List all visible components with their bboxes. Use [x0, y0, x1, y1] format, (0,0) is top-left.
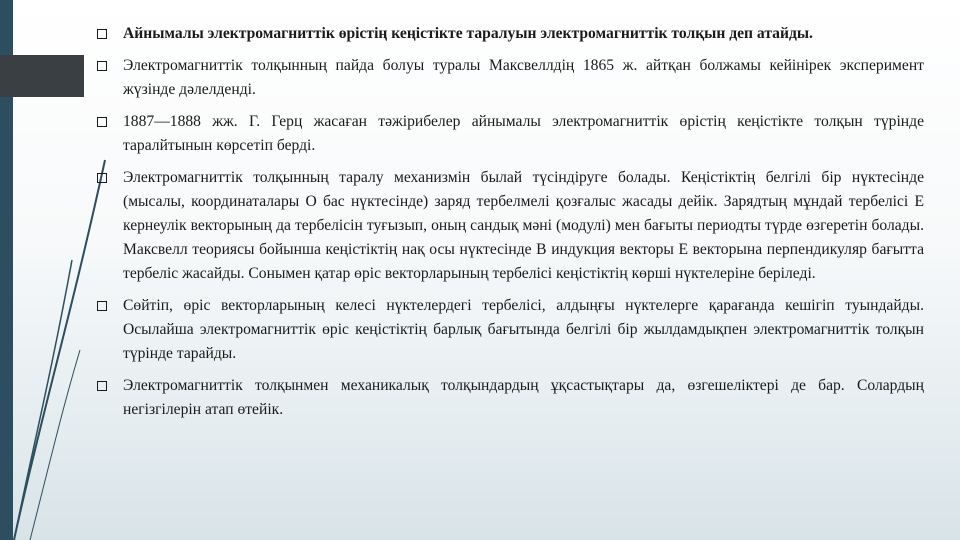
bullet-text: Сөйтіп, өріс векторларының келесі нүктелердегі тербелісі, алдыңғы нүктелерге қарағанда кешігіп туындайды. Осылайша электромагниттік өріс кеңістіктің барлық бағытында белгілі бір жылдамдықпен электромагниттік толқын түрінде тарайды. — [123, 297, 924, 362]
bullet-text: Электромагниттік толқынның таралу механизмін былай түсіндіруге болады. Кеңістіктің белгілі бір нүктесінде (мысалы, координаталары О бас нүктесінде) заряд тербелмелі қозғалыс жасады дейік. Зарядтың мұндай тербелісі Е кернеулік векторының да тербелісін туғызып, оның сандық мәні (модулі) мен бағыты периодты түрде өзгеретін болады. Максвелл теориясы бойынша кеңістіктің нақ осы нүктесінде В индукция векторы Е векторына перпендикуляр бағытта тербеліс жасайды. Сонымен қатар өріс векторларының тербелісі кеңістіктің көрші нүктелеріне беріледі. — [123, 169, 924, 282]
bullet-text: Айнымалы электромагниттік өрістің кеңістікте таралуын электромагниттік толқын деп атайды. — [123, 25, 813, 42]
hollow-square-bullet-icon — [97, 61, 107, 71]
hollow-square-bullet-icon — [97, 381, 107, 391]
hollow-square-bullet-icon — [97, 29, 107, 39]
bullet-item-3 — [97, 110, 924, 158]
hollow-square-bullet-icon — [97, 301, 107, 311]
bullet-text: Электромагниттік толқынның пайда болуы туралы Максвеллдің 1865 ж. айтқан болжамы кейінірек эксперимент жүзінде дәлелденді. — [123, 57, 924, 98]
slide-content — [97, 22, 924, 430]
bullet-text: 1887—1888 жж. Г. Герц жасаған тәжірибелер айнымалы электромагниттік өрістің кеңістікте толқын түрінде таралйтынын көрсетіп берді. — [123, 113, 924, 154]
bullet-item-2 — [97, 54, 924, 102]
hollow-square-bullet-icon — [97, 173, 107, 183]
bullet-item-4 — [97, 166, 924, 286]
hollow-square-bullet-icon — [97, 117, 107, 127]
decorative-curves — [0, 0, 110, 540]
bullet-text: Электромагниттік толқынмен механикалық толқындардың ұқсастықтары да, өзгешеліктері де бар. Солардың негізгілерін атап өтейік. — [123, 377, 924, 418]
bullet-item-6 — [97, 374, 924, 422]
bullet-item-5 — [97, 294, 924, 366]
bullet-item-1 — [97, 22, 924, 46]
